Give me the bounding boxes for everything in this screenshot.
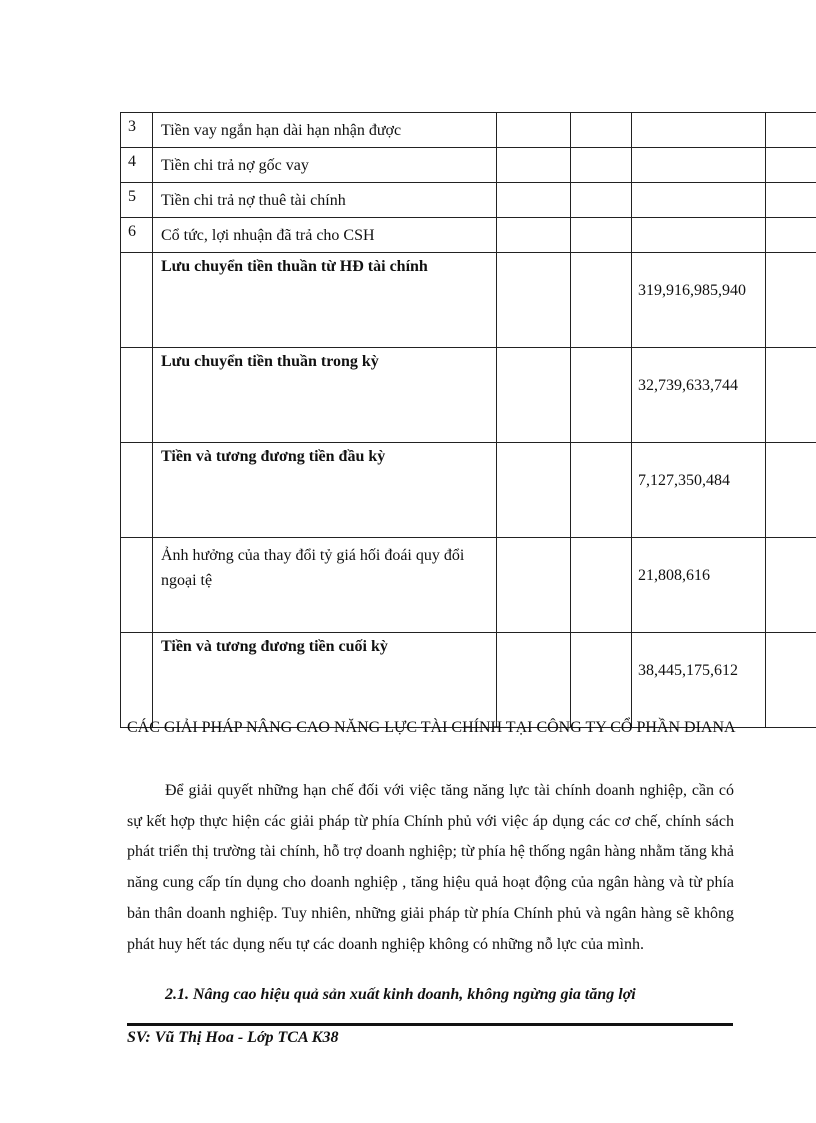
empty-cell xyxy=(497,253,571,348)
row-number xyxy=(121,253,153,348)
table-row xyxy=(121,113,816,148)
value-cell xyxy=(632,538,766,633)
value-cell xyxy=(632,183,766,218)
row-number xyxy=(121,348,153,443)
table-row xyxy=(121,538,816,633)
row-label: Tiền chi trả nợ thuê tài chính xyxy=(153,183,497,218)
empty-cell xyxy=(571,443,632,538)
empty-cell xyxy=(766,348,816,443)
empty-cell xyxy=(766,113,816,148)
row-number: 6 xyxy=(121,218,153,253)
row-label: Tiền vay ngắn hạn dài hạn nhận được xyxy=(153,113,497,148)
row-label: Tiền và tương đương tiền đầu kỳ xyxy=(153,443,497,538)
empty-cell xyxy=(497,348,571,443)
value-cell xyxy=(632,348,766,443)
section-heading: CÁC GIẢI PHÁP NÂNG CAO NĂNG LỰC TÀI CHÍNH TẠI CÔNG TY CỔ PHẦN DIANA xyxy=(127,719,736,736)
empty-cell xyxy=(766,443,816,538)
footer-divider xyxy=(127,1023,733,1026)
body-paragraph: Để giải quyết những hạn chế đối với việc tăng năng lực tài chính doanh nghiệp, cần có sự kết hợp thực hiện các giải pháp từ phía Chính phủ với việc áp dụng các cơ chế, chính sách phát triển thị trường tài chính, hỗ trợ doanh nghiệp; từ phía hệ thống ngân hàng nhằm tăng khả năng cung cấp tín dụng cho doanh nghiệp , tăng hiệu quả hoạt động của ngân hàng và từ phía bản thân doanh nghiệp. Tuy nhiên, những giải pháp từ phía Chính phủ và ngân hàng sẽ không phát huy hết tác dụng nếu tự các doanh nghiệp không có những nỗ lực của mình. xyxy=(127,782,734,953)
amount-value: 7,127,350,484 xyxy=(638,472,730,489)
amount-value: 319,916,985,940 xyxy=(638,282,746,299)
empty-cell xyxy=(571,538,632,633)
row-label: Cổ tức, lợi nhuận đã trả cho CSH xyxy=(153,218,497,253)
empty-cell xyxy=(766,538,816,633)
empty-cell xyxy=(497,183,571,218)
amount-value: 21,808,616 xyxy=(638,567,710,584)
value-cell xyxy=(632,253,766,348)
table-row xyxy=(121,253,816,348)
empty-cell xyxy=(497,218,571,253)
row-number xyxy=(121,633,153,728)
footer-author: SV: Vũ Thị Hoa - Lớp TCA K38 xyxy=(127,1029,339,1046)
value-cell xyxy=(632,443,766,538)
empty-cell xyxy=(766,148,816,183)
empty-cell xyxy=(571,183,632,218)
empty-cell xyxy=(571,348,632,443)
row-number xyxy=(121,443,153,538)
row-number xyxy=(121,538,153,633)
amount-value: 38,445,175,612 xyxy=(638,662,738,679)
empty-cell xyxy=(571,148,632,183)
empty-cell xyxy=(571,218,632,253)
empty-cell xyxy=(571,113,632,148)
value-cell xyxy=(632,633,766,728)
value-cell xyxy=(632,113,766,148)
value-cell xyxy=(632,218,766,253)
row-label: Ảnh hưởng của thay đổi tỷ giá hối đoái quy đổi ngoại tệ xyxy=(153,538,497,633)
table-row xyxy=(121,183,816,218)
empty-cell xyxy=(497,443,571,538)
empty-cell xyxy=(766,633,816,728)
cash-flow-table xyxy=(120,112,816,728)
row-label: Tiền chi trả nợ gốc vay xyxy=(153,148,497,183)
empty-cell xyxy=(766,183,816,218)
row-label: Tiền và tương đương tiền cuối kỳ xyxy=(153,633,497,728)
row-number: 3 xyxy=(121,113,153,148)
amount-value: 32,739,633,744 xyxy=(638,377,738,394)
row-label: Lưu chuyển tiền thuần trong kỳ xyxy=(153,348,497,443)
empty-cell xyxy=(497,538,571,633)
row-number: 5 xyxy=(121,183,153,218)
table-row xyxy=(121,148,816,183)
table-row xyxy=(121,218,816,253)
empty-cell xyxy=(497,633,571,728)
empty-cell xyxy=(766,253,816,348)
empty-cell xyxy=(571,633,632,728)
value-cell xyxy=(632,148,766,183)
empty-cell xyxy=(571,253,632,348)
row-label: Lưu chuyển tiền thuần từ HĐ tài chính xyxy=(153,253,497,348)
table-row xyxy=(121,443,816,538)
subsection-heading: 2.1. Nâng cao hiệu quả sản xuất kinh doanh, không ngừng gia tăng lợi xyxy=(165,986,636,1003)
empty-cell xyxy=(766,218,816,253)
table-row xyxy=(121,348,816,443)
empty-cell xyxy=(497,148,571,183)
empty-cell xyxy=(497,113,571,148)
table-row xyxy=(121,633,816,728)
row-number: 4 xyxy=(121,148,153,183)
